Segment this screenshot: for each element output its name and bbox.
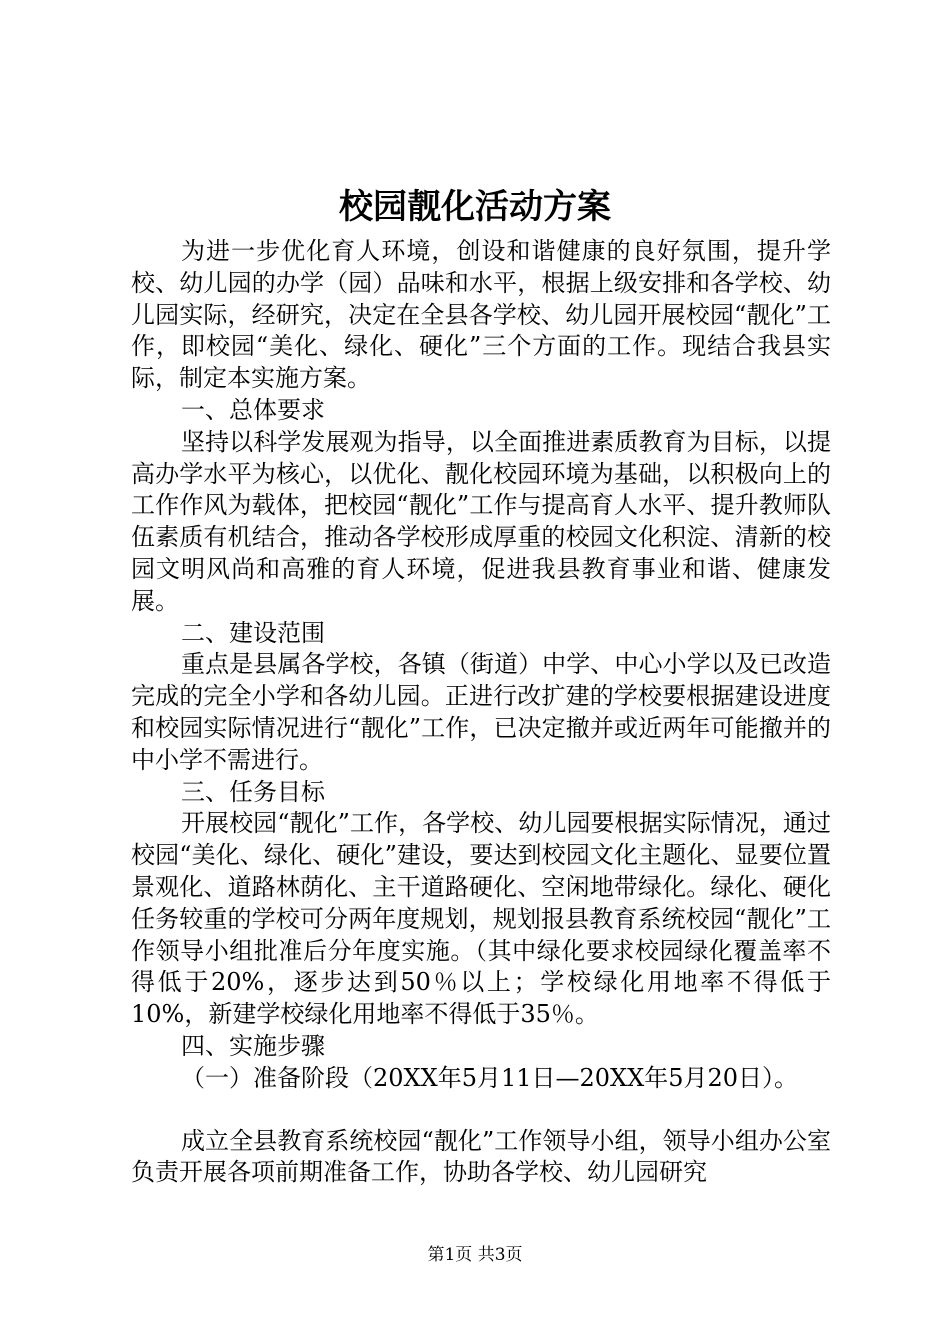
section-heading-general-requirements: 一、总体要求 bbox=[181, 395, 325, 424]
intro-paragraph: 为进一步优化育人环境，创设和谐健康的良好氛围，提升学校、幼儿园的办学（园）品味和水平，根据上级安排和各学校、幼儿园实际，经研究，决定在全县各学校、幼儿园开展校园“靓化”工作，即校园“美化、绿化、硬化”三个方面的工作。现结合我县实际，制定本实施方案。 bbox=[131, 237, 831, 393]
preparation-stage-paragraph: 成立全县教育系统校园“靓化”工作领导小组，领导小组办公室负责开展各项前期准备工作，协助各学校、幼儿园研究 bbox=[131, 1126, 831, 1187]
task-goals-paragraph: 开展校园“靓化”工作，各学校、幼儿园要根据实际情况，通过校园“美化、绿化、硬化”建设，要达到校园文化主题化、显要位置景观化、道路林荫化、主干道路硬化、空闲地带绿化。绿化、硬化任务较重的学校可分两年度规划，规划报县教育系统校园“靓化”工作领导小组批准后分年度实施。（其中绿化要求校园绿化覆盖率不得低于20%，逐步达到50％以上；学校绿化用地率不得低于10%，新建学校绿化用地率不得低于35％。 bbox=[131, 809, 831, 1029]
page-footer: 第1页 共3页 bbox=[427, 1245, 523, 1265]
general-requirements-paragraph: 坚持以科学发展观为指导，以全面推进素质教育为目标，以提高办学水平为核心，以优化、靓化校园环境为基础，以积极向上的工作作风为载体，把校园“靓化”工作与提高育人水平、提升教师队伍素质有机结合，推动各学校形成厚重的校园文化积淀、清新的校园文明风尚和高雅的育人环境，促进我县教育事业和谐、健康发展。 bbox=[131, 427, 831, 615]
document-title: 校园靓化活动方案 bbox=[339, 187, 611, 227]
section-heading-implementation-steps: 四、实施步骤 bbox=[181, 1031, 325, 1060]
section-heading-construction-scope: 二、建设范围 bbox=[181, 618, 325, 647]
subsection-heading-preparation-stage: （一）准备阶段（20XX年5月11日—20XX年5月20日）。 bbox=[181, 1063, 799, 1092]
construction-scope-paragraph: 重点是县属各学校，各镇（街道）中学、中心小学以及已改造完成的完全小学和各幼儿园。正进行改扩建的学校要根据建设进度和校园实际情况进行“靓化”工作，已决定撤并或近两年可能撤并的中小学不需进行。 bbox=[131, 650, 831, 774]
document-body bbox=[131, 236, 831, 1189]
section-heading-task-goals: 三、任务目标 bbox=[181, 777, 325, 806]
paragraph-gap bbox=[131, 1095, 831, 1126]
